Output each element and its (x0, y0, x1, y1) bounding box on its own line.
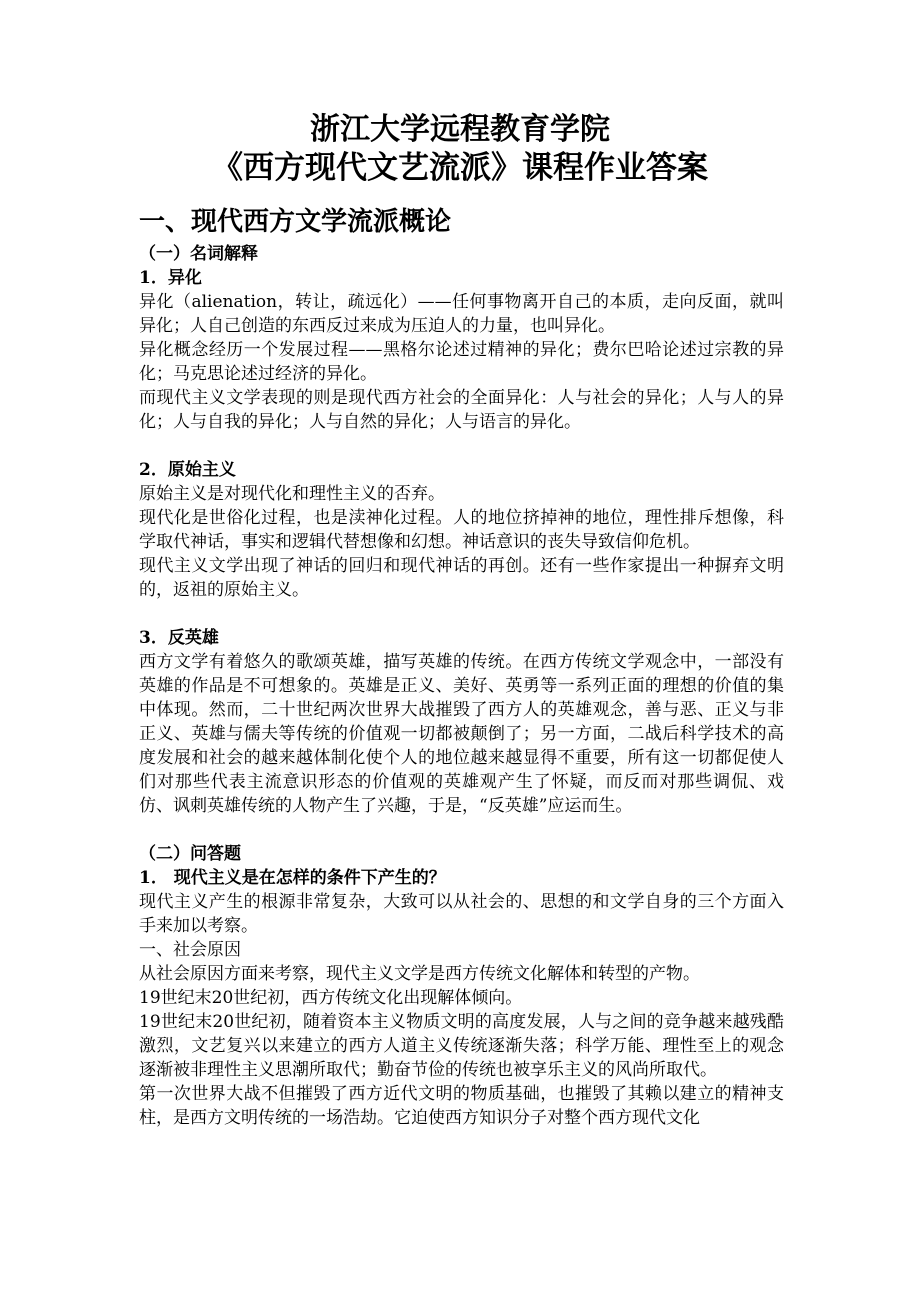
paragraph: 19世纪末20世纪初，西方传统文化出现解体倾向。 (139, 988, 523, 1008)
institution-title: 浙江大学远程教育学院 (310, 112, 610, 147)
section-heading: 一、现代西方文学流派概论 (139, 207, 452, 237)
subsection-heading-questions: （二）问答题 (139, 844, 241, 864)
term-heading-primitivism: 2．原始主义 (139, 460, 236, 480)
spacer (139, 434, 784, 458)
paragraph: 现代主义产生的根源非常复杂，大致可以从社会的、思想的和文学自身的三个方面入手来加以考察。 (139, 892, 784, 936)
paragraph: 西方文学有着悠久的歌颂英雄，描写英雄的传统。在西方传统文学观念中，一部没有英雄的作品是不可想象的。英雄是正义、美好、英勇等一系列正面的理想的价值的集中体现。然而，二十世纪两次世界大战摧毁了西方人的英雄观念，善与恶、正义与非正义、英雄与儒夫等传统的价值观一切都被颠倒了；另一方面，二战后科学技术的高度发展和社会的越来越体制化使个人的地位越来越显得不重要，所有这一切都促使人们对那些代表主流意识形态的价值观的英雄观产生了怀疑，而反而对那些调侃、戏仿、讽刺英雄传统的人物产生了兴趣，于是，“反英雄”应运而生。 (139, 652, 784, 816)
question-heading: 1． 现代主义是在怎样的条件下产生的？ (139, 868, 446, 888)
spacer (139, 818, 784, 842)
paragraph: 一、社会原因 (139, 940, 241, 960)
paragraph: 原始主义是对现代化和理性主义的否弃。 (139, 484, 445, 504)
paragraph: 而现代主义文学表现的则是现代西方社会的全面异化：人与社会的异化；人与人的异化；人与自我的异化；人与自然的异化；人与语言的异化。 (139, 388, 784, 432)
paragraph: 现代主义文学出现了神话的回归和现代神话的再创。还有一些作家提出一种摒弃文明的，返祖的原始主义。 (139, 556, 784, 600)
document-body (139, 202, 784, 1130)
spacer (139, 602, 784, 626)
paragraph: 异化（alienation，转让，疏远化）——任何事物离开自己的本质，走向反面，就叫异化；人自己创造的东西反过来成为压迫人的力量，也叫异化。 (139, 292, 784, 336)
course-title: 《西方现代文艺流派》课程作业答案 (212, 150, 708, 186)
paragraph: 从社会原因方面来考察，现代主义文学是西方传统文化解体和转型的产物。 (139, 964, 700, 984)
paragraph: 现代化是世俗化过程，也是渎神化过程。人的地位挤掉神的地位，理性排斥想像，科学取代神话，事实和逻辑代替想像和幻想。神话意识的丧失导致信仰危机。 (139, 508, 784, 552)
subsection-heading-terms: （一）名词解释 (139, 244, 258, 264)
paragraph: 异化概念经历一个发展过程——黑格尔论述过精神的异化；费尔巴哈论述过宗教的异化；马克思论述过经济的异化。 (139, 340, 784, 384)
paragraph: 19世纪末20世纪初，随着资本主义物质文明的高度发展，人与之间的竞争越来越残酷激烈，文艺复兴以来建立的西方人道主义传统逐渐失落；科学万能、理性至上的观念逐渐被非理性主义思潮所取代；勤奋节俭的传统也被享乐主义的风尚所取代。 (139, 1012, 784, 1080)
term-heading-anti-hero: 3．反英雄 (139, 628, 219, 648)
paragraph: 第一次世界大战不但摧毁了西方近代文明的物质基础，也摧毁了其赖以建立的精神支柱，是西方文明传统的一场浩劫。它迫使西方知识分子对整个西方现代文化 (139, 1084, 784, 1128)
term-heading-alienation: 1．异化 (139, 268, 202, 288)
